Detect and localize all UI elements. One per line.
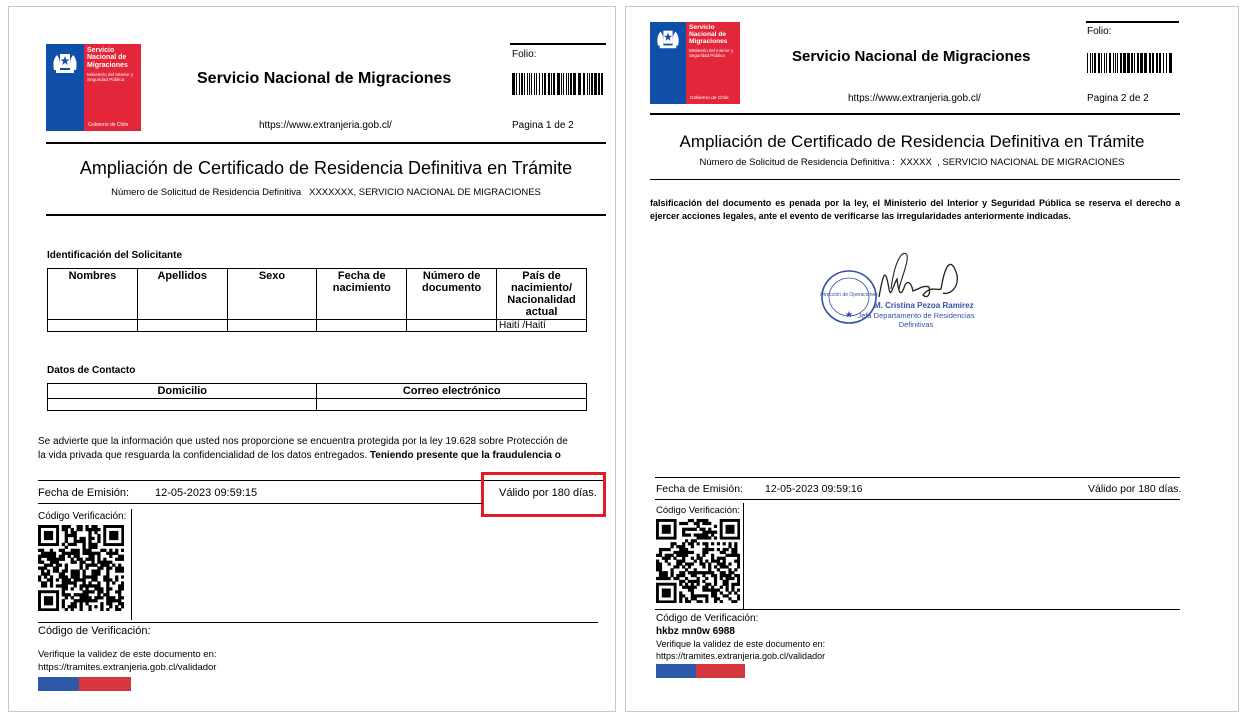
emission-value: 12-05-2023 09:59:16 — [765, 483, 863, 495]
cell-sexo — [227, 320, 317, 332]
qr-label: Código Verificación: — [656, 505, 740, 516]
continuation-text: falsificación del documento es penada por la ley, el Ministerio del Interior y Seguridad Pública se reserva el derecho a ejercer acciones legales, ante el evento de verificarse las irregularidades anteriormente indicadas. — [650, 198, 1180, 221]
folio-label: Folio: — [512, 49, 537, 60]
folio-rule — [1086, 21, 1179, 23]
folio-barcode — [1087, 53, 1174, 73]
cell-nombres — [48, 320, 138, 332]
page-number: Pagina 2 de 2 — [1087, 93, 1149, 104]
privacy-notice-bold: Teniendo presente que la fraudulencia o — [369, 450, 561, 461]
cell-pais: Haití /Haití — [497, 320, 587, 332]
col-nombres: Nombres — [48, 269, 138, 320]
col-numero-documento: Número de documento — [407, 269, 497, 320]
government-flag-bar — [38, 677, 131, 691]
table-row — [48, 320, 587, 332]
government-logo — [46, 44, 141, 131]
validity-text: Válido por 180 días. — [499, 487, 597, 499]
signature-icon — [871, 245, 967, 307]
coat-of-arms-icon — [50, 50, 80, 76]
cell-documento — [407, 320, 497, 332]
title-rule — [650, 179, 1180, 180]
emission-label: Fecha de Emisión: — [38, 487, 130, 499]
document-title: Ampliación de Certificado de Residencia Definitiva en Trámite — [679, 132, 1145, 151]
col-apellidos: Apellidos — [137, 269, 227, 320]
folio-label: Folio: — [1087, 26, 1112, 37]
emission-bottom-rule — [38, 503, 483, 504]
website-url: https://www.extranjeria.gob.cl/ — [848, 93, 981, 104]
emission-label: Fecha de Emisión: — [656, 483, 743, 495]
col-fecha-nacimiento: Fecha de nacimiento — [317, 269, 407, 320]
col-sexo: Sexo — [227, 269, 317, 320]
logo-government: Gobierno de Chile — [690, 96, 729, 101]
org-name: Servicio Nacional de Migraciones — [792, 48, 1031, 65]
page-number: Pagina 1 de 2 — [512, 120, 574, 131]
signer-title: Jefa Departamento de Residencias Definitivas — [857, 311, 975, 329]
qr-code — [656, 519, 740, 603]
government-logo — [650, 22, 740, 104]
cell-fecha — [317, 320, 407, 332]
verify-text: Verifique la validez de este documento en: — [38, 649, 217, 660]
logo-ministry: Ministerio del Interior y Seguridad Pública — [87, 72, 134, 83]
qr-pattern — [38, 525, 124, 611]
document-page-1 — [8, 6, 616, 712]
website-url: https://www.extranjeria.gob.cl/ — [259, 120, 392, 131]
applicant-table — [47, 268, 587, 332]
validity-highlight-box — [481, 472, 606, 517]
logo-ministry: Ministerio del Interior y Seguridad Pública — [689, 47, 734, 58]
section-applicant-title: Identificación del Solicitante — [47, 250, 183, 261]
logo-title: Servicio Nacional de Migraciones — [689, 24, 728, 45]
folio-barcode — [512, 73, 605, 95]
signer-name: M. Cristina Pezoa Ramírez — [874, 301, 974, 310]
title-rule — [46, 214, 606, 216]
qr-pattern — [656, 519, 740, 603]
document-subtitle: Número de Solicitud de Residencia Definitiva XXXXXXX, SERVICIO NACIONAL DE MIGRACIONES — [111, 187, 541, 198]
qr-divider — [743, 503, 744, 609]
validity-text: Válido por 180 días. — [1088, 483, 1182, 495]
verify-text: Verifique la validez de este documento en: — [656, 639, 826, 649]
verification-code-label: Código de Verificación: — [38, 625, 151, 637]
qr-code — [38, 525, 124, 611]
col-correo: Correo electrónico — [317, 384, 587, 399]
verify-url: https://tramites.extranjeria.gob.cl/validador — [38, 662, 217, 673]
code-top-rule — [655, 609, 1180, 610]
privacy-notice: Se advierte que la información que usted nos proporcione se encuentra protegida por la ley 19.628 sobre Protección de la vida privada que resguarda la confidencialidad de los datos entregados. Teniendo presente que la fraudulencia o — [38, 436, 568, 461]
logo-title: Servicio Nacional de Migraciones — [87, 47, 128, 69]
contact-table — [47, 383, 587, 411]
qr-label: Código Verificación: — [38, 511, 127, 522]
org-name: Servicio Nacional de Migraciones — [197, 70, 452, 87]
folio-rule — [510, 43, 606, 45]
code-top-rule — [38, 622, 598, 623]
header-rule — [650, 113, 1180, 115]
document-subtitle: Número de Solicitud de Residencia Definitiva : XXXXX , SERVICIO NACIONAL DE MIGRACIONES — [699, 157, 1125, 168]
emission-top-rule — [655, 477, 1180, 478]
col-pais-nacimiento: País de nacimiento/ Nacionalidad actual — [497, 269, 587, 320]
coat-of-arms-icon — [654, 27, 682, 51]
stamp-text: Dirección de Operaciones — [820, 292, 878, 298]
logo-government: Gobierno de Chile — [88, 122, 129, 128]
emission-bottom-rule — [655, 499, 1180, 500]
cell-apellidos — [137, 320, 227, 332]
table-row — [48, 399, 587, 411]
verification-code-value: hkbz mn0w 6988 — [656, 626, 735, 637]
section-contact-title: Datos de Contacto — [47, 365, 136, 376]
government-flag-bar — [656, 664, 745, 678]
document-page-2 — [625, 6, 1239, 712]
qr-divider — [131, 509, 132, 620]
emission-value: 12-05-2023 09:59:15 — [155, 487, 258, 499]
col-domicilio: Domicilio — [48, 384, 317, 399]
document-title: Ampliación de Certificado de Residencia Definitiva en Trámite — [79, 158, 573, 178]
verification-code-label: Código de Verificación: — [656, 613, 759, 624]
verify-url: https://tramites.extranjeria.gob.cl/validador — [656, 651, 826, 661]
header-rule — [46, 142, 606, 144]
